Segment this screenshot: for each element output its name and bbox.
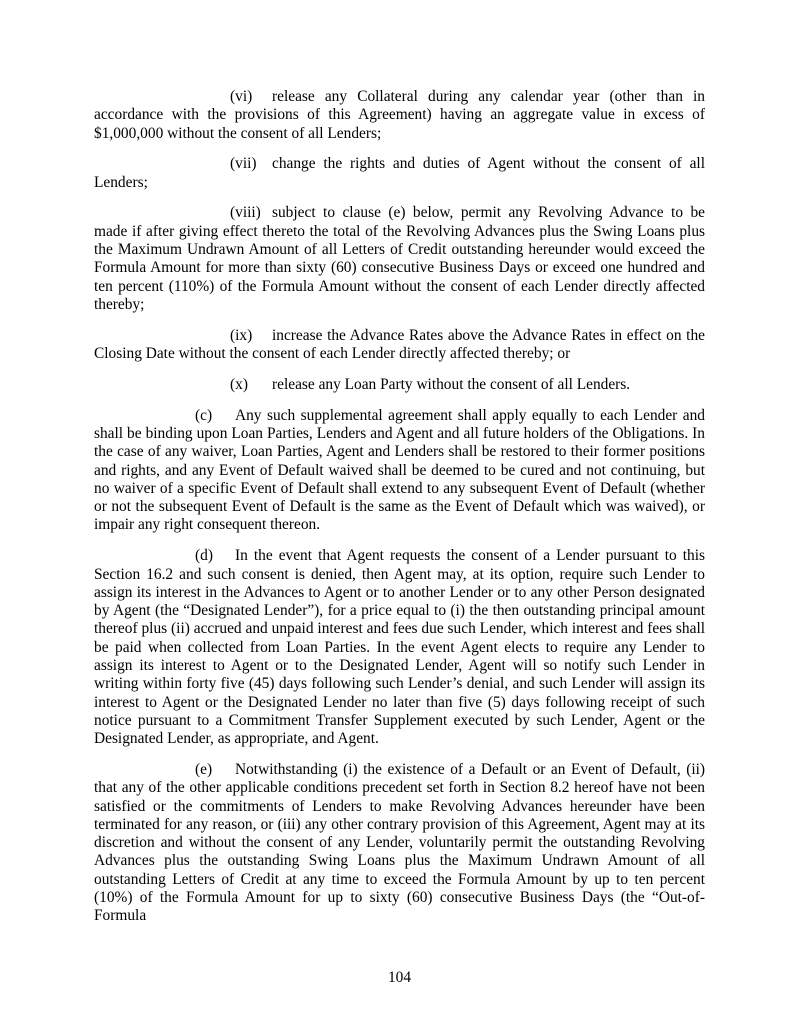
paragraph-vi: [94, 88, 705, 143]
paragraph-label: (e): [195, 761, 213, 778]
paragraph-d: [94, 547, 705, 748]
document-body: [94, 88, 705, 938]
paragraph-text: Any such supplemental agreement shall apply equally to each Lender and shall be binding upon Loan Parties, Lenders and Agent and all future holders of the Obligations. In the case of any waiver, Loan Parties, Agent and Lenders shall be restored to their former positions and rights, and any Event of Default waived shall be deemed to be cured and not continuing, but no waiver of a specific Event of Default shall extend to any subsequent Event of Default (whether or not the subsequent Event of Default is the same as the Event of Default which was waived), or impair any right consequent thereon.: [94, 406, 705, 534]
paragraph-label: (d): [195, 547, 213, 565]
paragraph-label: (ix): [230, 326, 253, 344]
paragraph-label: (vi): [230, 88, 253, 105]
paragraph-text: change the rights and duties of Agent without the consent of all Lenders;: [94, 155, 705, 191]
paragraph-text: Notwithstanding (i) the existence of a Default or an Event of Default, (ii) that any of the other applicable conditions precedent set forth in Section 8.2 hereof have not been satisfied or the commitments of Lenders to make Revolving Advances hereunder have been terminated for any reason, or (iii) any other contrary provision of this Agreement, Agent may at its discretion and without the consent of any Lender, voluntarily permit the outstanding Revolving Advances plus the outstanding Swing Loans plus the Maximum Undrawn Amount of all outstanding Letters of Credit at any time to exceed the Formula Amount by up to ten percent (10%) of the Formula Amount for up to sixty (60) consecutive Business Days (the “Out-of-Formula: [94, 761, 705, 925]
paragraph-vii: [94, 155, 705, 192]
paragraph-ix: [94, 327, 705, 364]
paragraph-label: (c): [195, 406, 213, 424]
paragraph-label: (vii): [230, 155, 257, 173]
paragraph-viii: [94, 204, 705, 314]
paragraph-x: [94, 376, 705, 394]
paragraph-text: subject to clause (e) below, permit any Revolving Advance to be made if after giving effect thereto the total of the Revolving Advances plus the Swing Loans plus the Maximum Undrawn Amount of all Letters of Credit outstanding hereunder would exceed the Formula Amount for more than sixty (60) consecutive Business Days or exceed one hundred and ten percent (110%) of the Formula Amount without the consent of each Lender directly affected thereby;: [94, 204, 705, 313]
paragraph-label: (viii): [230, 204, 261, 222]
paragraph-text: release any Collateral during any calendar year (other than in accordance with the provisions of this Agreement) having an aggregate value in excess of $1,000,000 without the consent of all Lenders;: [94, 88, 705, 142]
page-number: 104: [387, 969, 412, 986]
paragraph-text: In the event that Agent requests the consent of a Lender pursuant to this Section 16.2 and such consent is denied, then Agent may, at its option, require such Lender to assign its interest in the Advances to Agent or to another Lender or to any other Person designated by Agent (the “Designated Lender”), for a price equal to (i) the then outstanding principal amount thereof plus (ii) accrued and unpaid interest and fees due such Lender, which interest and fees shall be paid when collected from Loan Parties. In the event Agent elects to require any Lender to assign its interest to Agent or to the Designated Lender, Agent will so notify such Lender in writing within forty five (45) days following such Lender’s denial, and such Lender will assign its interest to Agent or the Designated Lender no later than five (5) days following receipt of such notice pursuant to a Commitment Transfer Supplement executed by such Lender, Agent or the Designated Lender, as appropriate, and Agent.: [94, 547, 705, 748]
paragraph-text: increase the Advance Rates above the Advance Rates in effect on the Closing Date without the consent of each Lender directly affected thereby; or: [94, 326, 705, 363]
paragraph-e: [94, 761, 705, 926]
paragraph-text: release any Loan Party without the consent of all Lenders.: [272, 375, 631, 393]
paragraph-c: [94, 407, 705, 535]
paragraph-label: (x): [230, 375, 248, 393]
